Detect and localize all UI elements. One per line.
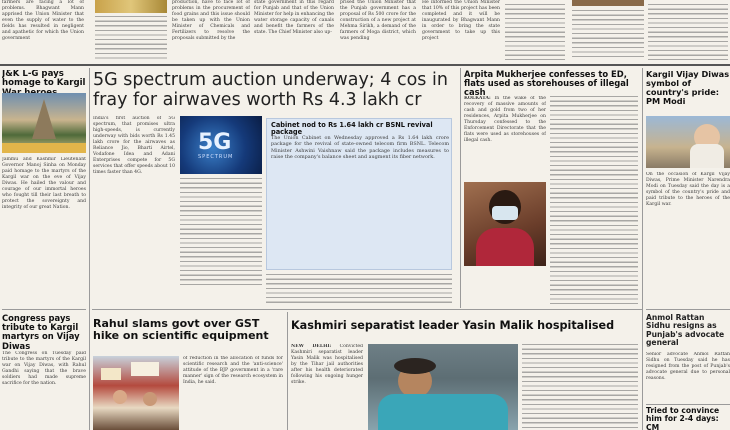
- right-divider-1: [646, 309, 730, 310]
- bsnl-box-body: The Union Cabinet on Wednesday approved a Rs 1.64 lakh crore package for the revival of state-owned telecom firm BSNL. Telecom Minister Ashwini Vaishnaw said the package includes measures to raise the company's balance sheet and augment its fiber network.: [271, 135, 449, 161]
- top-divider: [0, 64, 730, 66]
- arpita-body: [464, 96, 546, 180]
- main-story-continued: [266, 274, 452, 306]
- pm-modi-photo: [646, 116, 730, 168]
- main-story-col2: [180, 178, 262, 288]
- kargil-right-headline: Kargil Vijay Diwas symbol of country's pride: PM Modi: [646, 70, 730, 107]
- bottom-divider: [92, 309, 642, 310]
- 5g-logo-text: 5G: [198, 130, 232, 155]
- top-col6-text: He informed the Union Minister that 10% of this project has been completed and it will be inaugurated by Bhagwant Mann in order to bring the state government to take up this project: [422, 0, 500, 41]
- col-rule-4: [287, 312, 288, 430]
- sidhu-headline: Anmol Rattan Sidhu resigns as Punjab's advocate general: [646, 314, 725, 348]
- yasin-body-text: Convicted Kashmiri separatist leader Yasin Malik was hospitalised by the Tihar jail authorities after his health deteriorated following his ongoing hunger strike.: [291, 344, 363, 385]
- bsnl-box-headline: Cabinet nod to Rs 1.64 lakh cr BSNL revival package: [271, 121, 433, 137]
- top-col5-text: prised the Union Minister that the Punjab government has a proposal of Rs 500 crore for the construction of a new project at Mehma Sirikh, a demand of the farmers of Moga district, which was pending: [340, 0, 416, 41]
- top-col8-text: [572, 10, 644, 60]
- kargil-memorial-photo: [2, 93, 86, 153]
- right-divider-2: [646, 404, 730, 405]
- main-story-col1: India's first auction of 5G spectrum, that promises ultra high-speeds, is currently underway with bids worth Rs 1.45 lakh crore for the airwaves as Reliance Jio, Bharti Airtel, Vodafone Idea and Adani Enterprises compete for 5G services that offer speeds about 10 times faster than 4G.: [93, 116, 175, 175]
- top-photo-1: [95, 0, 167, 13]
- congress-headline: Congress pays tribute to Kargil martyrs on Vijay Diwas: [2, 314, 80, 351]
- arpita-body-text: In the wake of the recovery of massive amounts of cash and gold from two of her residences, Arpita Mukherjee on Thursday confessed to the Enforcement Directorate that the flats were used as storehouses of illegal cash.: [464, 96, 546, 143]
- yasin-col2: [522, 344, 638, 430]
- yasin-headline: Kashmiri separatist leader Yasin Malik hospitalised: [291, 320, 615, 332]
- col-rule-1: [89, 68, 90, 430]
- rahul-headline: Rahul slams govt over GST hike on scientific equipment: [93, 318, 269, 343]
- rahul-protest-photo: [93, 356, 179, 430]
- congress-body: The Congress on Tuesday paid tribute to the martyrs of the Kargil war on Vijay Diwas, with Rahul Gandhi saying that the brave soldiers had made supreme sacrifice for the nation.: [2, 351, 86, 386]
- top-col3-text: production, have to face lot of problems in the procurement of food grains and this issue should be taken up with the Union Minister of Chemicals and Fertilizers to resolve the proposals submitted by the: [172, 0, 250, 41]
- top-col9-text: [648, 4, 728, 60]
- arpita-col2: [550, 96, 638, 306]
- main-headline: 5G spectrum auction underway; 4 cos in fray for airwaves worth Rs 4.3 lakh cr: [93, 70, 448, 110]
- kargil-right-body: On the occasion of Kargil Vijay Diwas, Prime Minister Narendra Modi on Tuesday said the day is a symbol of the country's pride and paid tribute to the heroes of the Kargil war.: [646, 172, 730, 207]
- top-col7-text: [505, 4, 565, 60]
- yasin-body: [291, 344, 363, 430]
- yasin-malik-photo: [368, 344, 518, 430]
- col-rule-3: [642, 68, 643, 430]
- convince-headline: Tried to convince him for 2-4 days: CM: [646, 407, 720, 430]
- bsnl-box: [266, 118, 452, 270]
- top-col2-text: [95, 16, 167, 60]
- col-rule-2: [460, 68, 461, 308]
- 5g-spectrum-image: [180, 116, 262, 174]
- 5g-logo-subtext: SPECTRUM: [198, 154, 234, 160]
- arpita-photo: [464, 182, 546, 266]
- yasin-dateline: NEW DELHI:: [291, 344, 332, 349]
- rahul-body: of reduction in the allocation of funds for scientific research and the 'anti-science' attitude of the BJP government in a 'rare manner' sign of the research ecosystem in India, he said.: [183, 356, 283, 385]
- top-col1-text: farmers are facing a lot of problems. Bhagwant Mann apprised the Union Minister that even the supply of water to the fields has resulted in negligent and apathetic for which the Union government: [2, 0, 84, 41]
- kargil-left-body: Jammu and Kashmir Lieutenant Governor Manoj Sinha on Monday paid homage to the martyrs of the Kargil war on the eve of Vijay Diwas. He hailed the valour and courage of our immortal heroes who fought till their last breath to protect the sovereignty and integrity of our great Nation.: [2, 157, 86, 210]
- kargil-left-headline: J&K L-G pays homage to Kargil: [2, 70, 86, 89]
- arpita-dateline: KOLKATA:: [464, 96, 491, 101]
- arpita-headline: Arpita Mukherjee confesses to ED, flats used as storehouses of illegal cash: [464, 70, 629, 98]
- sidhu-body: Senior advocate Anmol Rattan Sidhu on Tuesday said he has resigned from the post of Punjab's advocate general due to personal reasons.: [646, 352, 730, 381]
- top-photo-2: [572, 0, 644, 6]
- left-divider: [2, 309, 86, 310]
- top-col4-text: state government in this regard for Punjab and that of the Union Minister for help in enhancing the water storage capacity of canals and benefit the farmers of the state. The Chief Minister also up-: [254, 0, 334, 35]
